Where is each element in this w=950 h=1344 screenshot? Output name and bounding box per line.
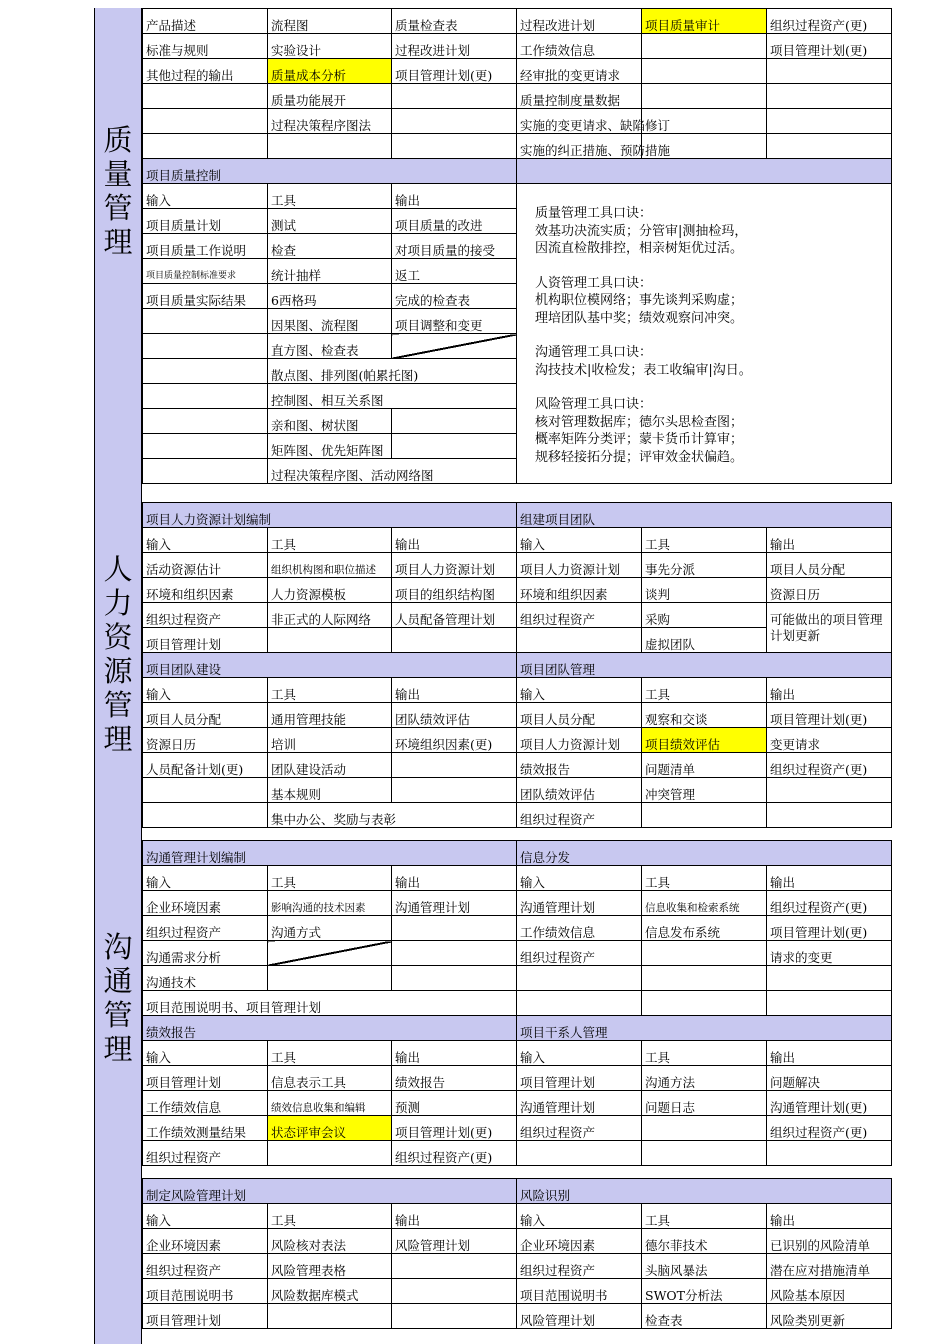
column-header: 输出 xyxy=(767,1041,892,1066)
column-header: 输出 xyxy=(767,678,892,703)
table-cell: 潜在应对措施清单 xyxy=(767,1254,892,1279)
table-cell xyxy=(517,991,642,1016)
table-cell: 检查 xyxy=(268,234,392,259)
table-cell: 项目管理计划 xyxy=(143,628,268,653)
table-cell: 沟通方式 xyxy=(268,916,392,941)
column-header: 输入 xyxy=(517,1041,642,1066)
table-row xyxy=(143,753,892,778)
column-header: 工具 xyxy=(268,528,392,553)
mnemonic-hr: 人资管理工具口诀： 机构职位模网络；事先谈判采购虚； 理培团队基中奖；绩效观察问冲突。 xyxy=(535,275,744,326)
column-header: 输出 xyxy=(767,1204,892,1229)
table-cell xyxy=(642,803,767,828)
table-row xyxy=(143,803,892,828)
highlighted-cell: 状态评审会议 xyxy=(268,1116,392,1141)
table-cell: 实施的纠正措施、预防措施 xyxy=(517,134,642,159)
table-cell: 项目管理计划 xyxy=(517,1066,642,1091)
table-cell: 沟通管理计划 xyxy=(517,1091,642,1116)
column-header: 工具 xyxy=(268,184,392,209)
column-header: 输入 xyxy=(143,678,268,703)
table-cell: 沟通管理计划 xyxy=(517,891,642,916)
table-row xyxy=(143,841,892,866)
table-cell: 风险管理计划 xyxy=(392,1229,517,1254)
table-cell: 因果图、流程图 xyxy=(268,309,392,334)
table-row xyxy=(143,184,892,209)
table-cell xyxy=(392,916,517,941)
table-row xyxy=(143,866,892,891)
highlighted-cell: 项目质量审计 xyxy=(642,9,767,34)
table-cell xyxy=(392,1279,517,1304)
mnemonic-communication: 沟通管理工具口诀： 沟技技术|收检发；表工收编审|沟日。 xyxy=(535,345,752,378)
highlighted-cell: 质量成本分析 xyxy=(268,59,392,84)
table-row xyxy=(143,1204,892,1229)
column-header: 工具 xyxy=(268,1204,392,1229)
table-cell: 影响沟通的技术因素 xyxy=(268,891,392,916)
table-cell: 过程决策程序图法 xyxy=(268,109,392,134)
table-cell: 矩阵图、优先矩阵图 xyxy=(268,434,392,459)
table-cell: 项目人力资源计划 xyxy=(392,553,517,578)
table-cell: SWOT分析法 xyxy=(642,1279,767,1304)
table-cell: 组织过程资产(更) xyxy=(767,9,892,34)
table-cell: 标准与规则 xyxy=(143,34,268,59)
table-cell xyxy=(268,134,392,159)
communication-table xyxy=(142,840,892,1166)
table-cell: 已识别的风险清单 xyxy=(767,1229,892,1254)
table-cell: 环境和组织因素 xyxy=(517,578,642,603)
table-cell xyxy=(268,628,392,653)
table-cell xyxy=(392,778,517,803)
table-cell: 风险核对表法 xyxy=(268,1229,392,1254)
table-row xyxy=(143,159,892,184)
table-cell xyxy=(392,753,517,778)
table-cell xyxy=(642,966,767,991)
table-cell xyxy=(767,1141,892,1166)
section-title-quality: 质 量 管 理 xyxy=(103,123,133,259)
risk-table xyxy=(142,1178,892,1329)
sidebar-risk xyxy=(94,1178,142,1344)
table-cell: 绩效报告 xyxy=(517,753,642,778)
table-cell: 基本规则 xyxy=(268,778,392,803)
table-cell: 信息发布系统 xyxy=(642,916,767,941)
subsection-header: 绩效报告 xyxy=(143,1016,517,1041)
table-cell: 请求的变更 xyxy=(767,941,892,966)
table-cell: 信息收集和检索系统 xyxy=(642,891,767,916)
table-cell: 项目管理计划(更) xyxy=(767,34,892,59)
table-cell: 问题日志 xyxy=(642,1091,767,1116)
table-row xyxy=(143,891,892,916)
table-cell: 项目管理计划 xyxy=(143,1304,268,1329)
table-cell: 项目管理计划(更) xyxy=(392,1116,517,1141)
column-header: 输出 xyxy=(767,528,892,553)
table-cell: 团队建设活动 xyxy=(268,753,392,778)
table-cell xyxy=(392,1304,517,1329)
table-cell: 项目质量控制标准要求 xyxy=(143,259,268,284)
column-header: 工具 xyxy=(268,1041,392,1066)
subsection-header: 组建项目团队 xyxy=(517,503,892,528)
table-cell: 经审批的变更请求 xyxy=(517,59,642,84)
table-cell xyxy=(268,1141,392,1166)
table-cell: 组织过程资产(更) xyxy=(392,1141,517,1166)
table-cell: 组织过程资产 xyxy=(517,803,642,828)
table-cell: 变更请求 xyxy=(767,728,892,753)
table-cell: 组织过程资产(更) xyxy=(767,753,892,778)
table-cell: 绩效信息收集和编辑 xyxy=(268,1091,392,1116)
table-row xyxy=(143,1179,892,1204)
table-cell: 环境和组织因素 xyxy=(143,578,268,603)
table-row xyxy=(143,9,892,34)
table-row xyxy=(143,109,892,134)
table-cell: 绩效报告 xyxy=(392,1066,517,1091)
column-header: 输入 xyxy=(143,1041,268,1066)
table-cell: 组织过程资产 xyxy=(143,1141,268,1166)
table-cell xyxy=(143,134,268,159)
table-cell: 项目调整和变更 xyxy=(392,309,517,334)
column-header: 输入 xyxy=(517,678,642,703)
table-cell: 谈判 xyxy=(642,578,767,603)
column-header: 输入 xyxy=(143,528,268,553)
table-row xyxy=(143,991,892,1016)
table-cell xyxy=(767,59,892,84)
table-cell xyxy=(268,1304,392,1329)
table-cell: 其他过程的输出 xyxy=(143,59,268,84)
table-cell xyxy=(143,459,268,484)
table-cell xyxy=(642,84,767,109)
table-cell: 组织过程资产 xyxy=(517,941,642,966)
table-cell xyxy=(143,409,268,434)
table-cell xyxy=(143,84,268,109)
section-quality xyxy=(94,8,891,502)
table-cell: 项目人员分配 xyxy=(767,553,892,578)
table-cell xyxy=(517,1141,642,1166)
table-cell xyxy=(767,109,892,134)
table-cell: 散点图、排列图(帕累托图) xyxy=(268,359,517,384)
table-cell: 项目范围说明书 xyxy=(517,1279,642,1304)
table-row xyxy=(143,703,892,728)
subsection-header: 项目团队建设 xyxy=(143,653,517,678)
column-header: 输入 xyxy=(517,866,642,891)
table-row xyxy=(143,778,892,803)
table-cell xyxy=(392,409,517,434)
subsection-header: 项目团队管理 xyxy=(517,653,892,678)
table-cell xyxy=(143,359,268,384)
table-cell: 实验设计 xyxy=(268,34,392,59)
table-cell: 风险管理计划 xyxy=(517,1304,642,1329)
table-cell: 人力资源模板 xyxy=(268,578,392,603)
column-header: 工具 xyxy=(642,528,767,553)
table-cell xyxy=(767,134,892,159)
table-cell: 组织过程资产 xyxy=(517,1116,642,1141)
table-cell: 组织机构图和职位描述 xyxy=(268,553,392,578)
table-cell xyxy=(767,84,892,109)
process-sheet xyxy=(94,8,891,1344)
table-cell: 统计抽样 xyxy=(268,259,392,284)
table-cell: 沟通管理计划 xyxy=(392,891,517,916)
column-header: 输出 xyxy=(392,1204,517,1229)
table-cell: 亲和图、树状图 xyxy=(268,409,392,434)
table-cell: 可能做出的项目管理计划更新 xyxy=(767,603,892,653)
column-header: 输入 xyxy=(517,528,642,553)
table-row xyxy=(143,678,892,703)
table-cell xyxy=(767,778,892,803)
section-title-hr: 人 力 资 源 管 理 xyxy=(103,552,133,756)
table-cell: 检查表 xyxy=(642,1304,767,1329)
table-cell: 通用管理技能 xyxy=(268,703,392,728)
table-cell: 组织过程资产 xyxy=(143,916,268,941)
column-header: 输出 xyxy=(392,678,517,703)
table-cell xyxy=(392,966,517,991)
column-header: 工具 xyxy=(642,1041,767,1066)
column-header: 工具 xyxy=(642,1204,767,1229)
subsection-header: 沟通管理计划编制 xyxy=(143,841,517,866)
table-cell: 流程图 xyxy=(268,9,392,34)
column-header: 输入 xyxy=(143,1204,268,1229)
table-row xyxy=(143,1016,892,1041)
table-row xyxy=(143,1141,892,1166)
sidebar-communication xyxy=(94,840,142,1178)
crossed-out-cell xyxy=(268,941,392,966)
table-row xyxy=(143,1066,892,1091)
table-cell: 完成的检查表 xyxy=(392,284,517,309)
table-cell xyxy=(392,1254,517,1279)
table-cell xyxy=(517,966,642,991)
table-cell: 项目管理计划(更) xyxy=(392,59,517,84)
table-row xyxy=(143,553,892,578)
table-cell: 组织过程资产 xyxy=(517,1254,642,1279)
table-cell: 活动资源估计 xyxy=(143,553,268,578)
table-cell: 组织过程资产 xyxy=(143,603,268,628)
table-cell: 风险类别更新 xyxy=(767,1304,892,1329)
subsection-header: 风险识别 xyxy=(517,1179,892,1204)
table-row xyxy=(143,1091,892,1116)
table-cell: 企业环境因素 xyxy=(143,1229,268,1254)
table-row xyxy=(143,503,892,528)
table-row xyxy=(143,34,892,59)
table-row xyxy=(143,916,892,941)
table-cell: 质量功能展开 xyxy=(268,84,392,109)
table-cell: 控制图、相互关系图 xyxy=(268,384,517,409)
table-cell: 产品描述 xyxy=(143,9,268,34)
table-cell xyxy=(392,109,517,134)
table-row xyxy=(143,84,892,109)
table-cell: 工作绩效测量结果 xyxy=(143,1116,268,1141)
column-header: 工具 xyxy=(642,678,767,703)
table-cell xyxy=(642,1141,767,1166)
table-cell xyxy=(143,109,268,134)
table-cell xyxy=(517,628,642,653)
table-cell: 观察和交谈 xyxy=(642,703,767,728)
table-cell: 项目管理计划(更) xyxy=(767,703,892,728)
table-cell: 团队绩效评估 xyxy=(392,703,517,728)
table-cell: 项目质量的改进 xyxy=(392,209,517,234)
table-cell: 工作绩效信息 xyxy=(143,1091,268,1116)
table-cell: 团队绩效评估 xyxy=(517,778,642,803)
table-cell: 组织过程资产(更) xyxy=(767,1116,892,1141)
table-cell: 冲突管理 xyxy=(642,778,767,803)
table-cell: 采购 xyxy=(642,603,767,628)
table-cell: 项目范围说明书 xyxy=(143,1279,268,1304)
column-header: 工具 xyxy=(268,678,392,703)
subsection-header: 项目人力资源计划编制 xyxy=(143,503,517,528)
table-cell xyxy=(767,803,892,828)
section-hr xyxy=(94,502,891,840)
table-cell: 质量控制度量数据 xyxy=(517,84,642,109)
sidebar-quality xyxy=(94,8,142,502)
table-cell: 人员配备计划(更) xyxy=(143,753,268,778)
table-cell: 项目范围说明书、项目管理计划 xyxy=(143,991,517,1016)
table-cell xyxy=(143,434,268,459)
mnemonic-risk: 风险管理工具口诀： 核对管理数据库；德尔头思检查图； 概率矩阵分类评；蒙卡货币计算审； 规移轻接拓分提；评审效金状偏趋。 xyxy=(535,397,744,465)
table-cell: 工作绩效信息 xyxy=(517,916,642,941)
table-row xyxy=(143,603,892,628)
column-header: 输出 xyxy=(392,528,517,553)
table-cell: 过程改进计划 xyxy=(517,9,642,34)
column-header: 工具 xyxy=(268,866,392,891)
table-cell: 项目质量实际结果 xyxy=(143,284,268,309)
table-cell xyxy=(392,134,517,159)
column-header: 输出 xyxy=(392,1041,517,1066)
crossed-out-cell xyxy=(392,334,517,359)
table-row xyxy=(143,1229,892,1254)
table-row xyxy=(143,59,892,84)
table-cell xyxy=(642,941,767,966)
highlighted-cell: 项目绩效评估 xyxy=(642,728,767,753)
table-cell: 非正式的人际网络 xyxy=(268,603,392,628)
table-cell: 项目人力资源计划 xyxy=(517,553,642,578)
column-header: 输出 xyxy=(392,184,517,209)
column-header: 输入 xyxy=(143,184,268,209)
table-cell xyxy=(143,778,268,803)
table-row xyxy=(143,1041,892,1066)
table-cell: 项目质量计划 xyxy=(143,209,268,234)
table-cell xyxy=(642,1116,767,1141)
table-cell: 过程改进计划 xyxy=(392,34,517,59)
column-header: 输入 xyxy=(517,1204,642,1229)
table-row xyxy=(143,653,892,678)
table-cell: 风险数据库模式 xyxy=(268,1279,392,1304)
quality-table xyxy=(142,8,892,484)
table-cell: 项目的组织结构图 xyxy=(392,578,517,603)
table-cell: 对项目质量的接受 xyxy=(392,234,517,259)
table-row xyxy=(143,1116,892,1141)
section-communication xyxy=(94,840,891,1178)
table-cell xyxy=(392,941,517,966)
table-cell: 实施的变更请求、缺陷修订 xyxy=(517,109,642,134)
subsection-header: 制定风险管理计划 xyxy=(143,1179,517,1204)
table-cell: 沟通管理计划(更) xyxy=(767,1091,892,1116)
table-cell: 培训 xyxy=(268,728,392,753)
column-header: 输出 xyxy=(767,866,892,891)
table-cell: 预测 xyxy=(392,1091,517,1116)
table-row xyxy=(143,1304,892,1329)
table-cell: 沟通技术 xyxy=(143,966,268,991)
table-cell: 项目质量工作说明 xyxy=(143,234,268,259)
table-cell xyxy=(143,803,268,828)
table-row xyxy=(143,528,892,553)
table-cell: 虚拟团队 xyxy=(642,628,767,653)
table-cell: 风险管理表格 xyxy=(268,1254,392,1279)
table-cell: 返工 xyxy=(392,259,517,284)
table-cell: 头脑风暴法 xyxy=(642,1254,767,1279)
sidebar-hr xyxy=(94,502,142,840)
table-cell xyxy=(642,59,767,84)
table-cell: 资源日历 xyxy=(143,728,268,753)
table-cell: 组织过程资产 xyxy=(517,603,642,628)
table-cell: 项目管理计划 xyxy=(143,1066,268,1091)
section-risk xyxy=(94,1178,891,1344)
table-cell: 资源日历 xyxy=(767,578,892,603)
table-cell: 环境组织因素(更) xyxy=(392,728,517,753)
table-cell: 6西格玛 xyxy=(268,284,392,309)
table-cell: 项目人员分配 xyxy=(517,703,642,728)
table-cell: 集中办公、奖励与表彰 xyxy=(268,803,517,828)
table-cell: 工作绩效信息 xyxy=(517,34,642,59)
table-cell: 沟通需求分析 xyxy=(143,941,268,966)
table-cell: 质量检查表 xyxy=(392,9,517,34)
table-cell: 项目人力资源计划 xyxy=(517,728,642,753)
table-cell: 人员配备管理计划 xyxy=(392,603,517,628)
table-cell xyxy=(143,334,268,359)
table-cell xyxy=(392,434,517,459)
table-cell xyxy=(642,991,767,1016)
table-cell xyxy=(767,991,892,1016)
mnemonic-quality: 质量管理工具口诀： 效基功决流实质；分管审|测抽检玛， 因流直检散排控，相亲树矩优过活。 xyxy=(535,206,748,256)
table-cell: 信息表示工具 xyxy=(268,1066,392,1091)
table-cell: 问题清单 xyxy=(642,753,767,778)
table-cell: 沟通方法 xyxy=(642,1066,767,1091)
table-row xyxy=(143,1279,892,1304)
table-cell: 测试 xyxy=(268,209,392,234)
table-row xyxy=(143,1254,892,1279)
table-cell xyxy=(268,966,392,991)
table-cell xyxy=(143,384,268,409)
table-cell: 项目管理计划(更) xyxy=(767,916,892,941)
subsection-header-empty xyxy=(517,159,892,184)
table-cell: 过程决策程序图、活动网络图 xyxy=(268,459,517,484)
table-cell: 企业环境因素 xyxy=(143,891,268,916)
table-cell xyxy=(392,628,517,653)
table-cell: 事先分派 xyxy=(642,553,767,578)
table-cell xyxy=(392,84,517,109)
subsection-header: 项目干系人管理 xyxy=(517,1016,892,1041)
table-cell: 项目人员分配 xyxy=(143,703,268,728)
table-cell: 风险基本原因 xyxy=(767,1279,892,1304)
column-header: 输入 xyxy=(143,866,268,891)
subsection-header-quality-control: 项目质量控制 xyxy=(143,159,517,184)
column-header: 工具 xyxy=(642,866,767,891)
table-cell: 德尔菲技术 xyxy=(642,1229,767,1254)
hr-table xyxy=(142,502,892,828)
table-row xyxy=(143,728,892,753)
column-header: 输出 xyxy=(392,866,517,891)
table-row xyxy=(143,134,892,159)
table-cell: 问题解决 xyxy=(767,1066,892,1091)
table-cell: 直方图、检查表 xyxy=(268,334,392,359)
table-row xyxy=(143,941,892,966)
table-row xyxy=(143,966,892,991)
table-cell xyxy=(767,966,892,991)
table-cell: 组织过程资产 xyxy=(143,1254,268,1279)
table-row xyxy=(143,578,892,603)
mnemonic-notes xyxy=(517,184,892,484)
table-cell: 企业环境因素 xyxy=(517,1229,642,1254)
table-cell: 组织过程资产(更) xyxy=(767,891,892,916)
section-title-communication: 沟 通 管 理 xyxy=(103,930,133,1066)
table-cell xyxy=(143,309,268,334)
subsection-header: 信息分发 xyxy=(517,841,892,866)
table-cell xyxy=(642,34,767,59)
